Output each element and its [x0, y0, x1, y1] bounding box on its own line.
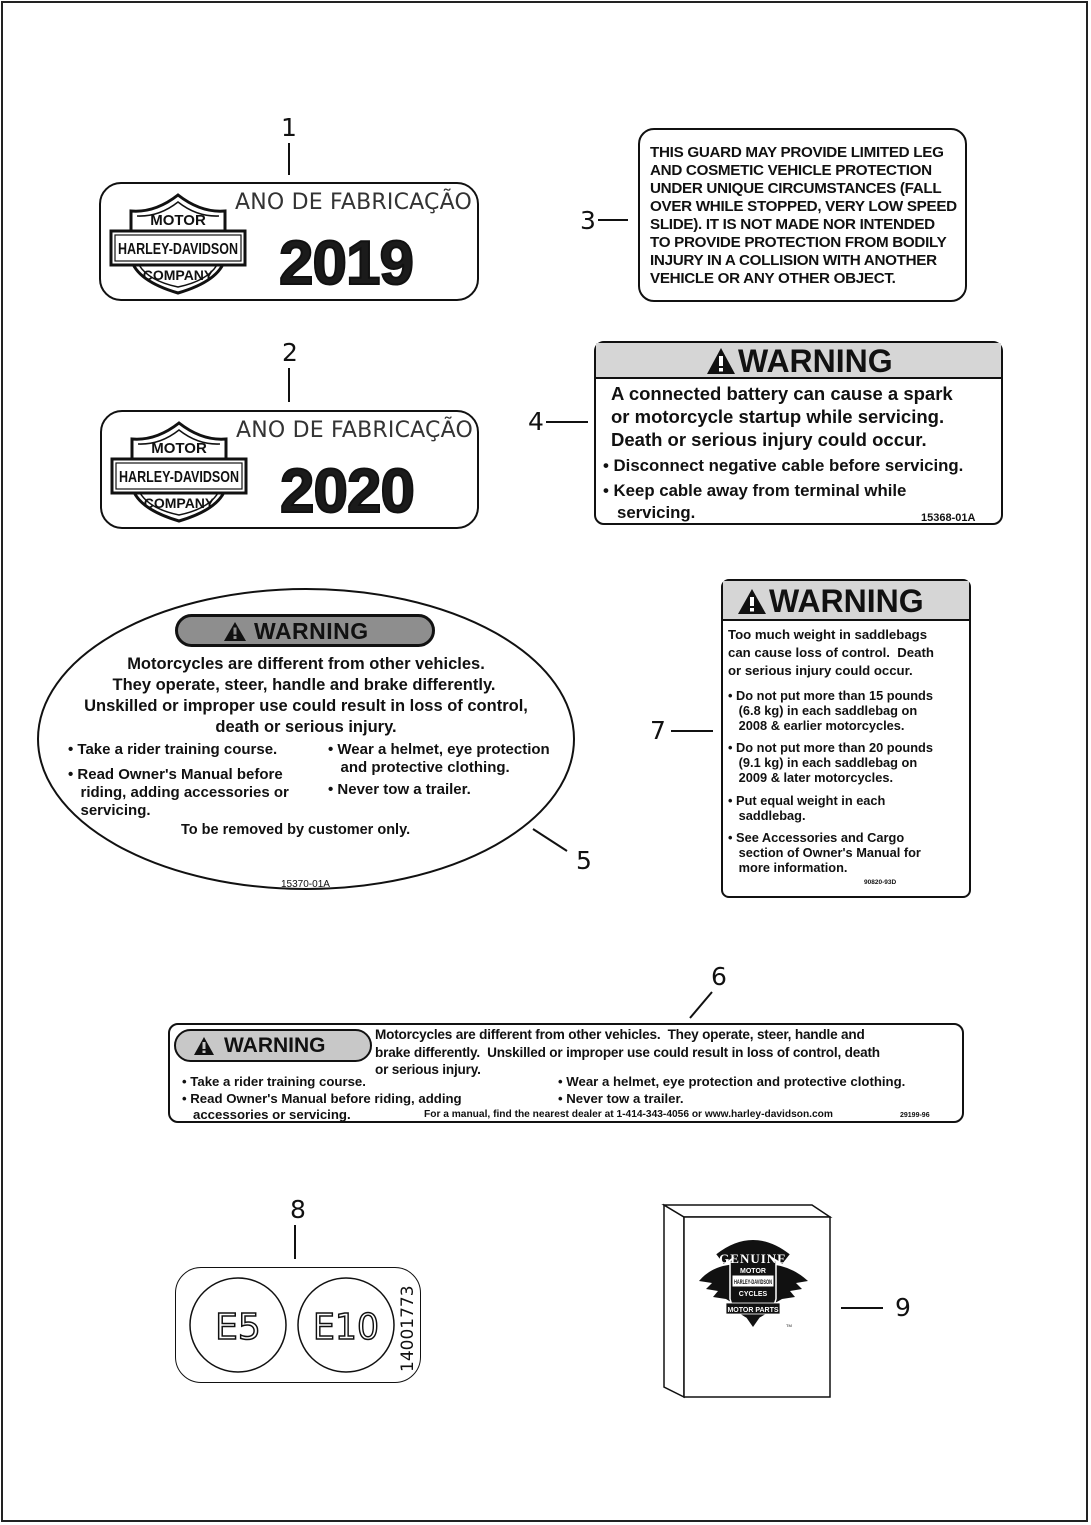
leader-line-4 [546, 421, 588, 423]
logo-company-text: COMPANY [142, 267, 214, 283]
callout-2: 2 [282, 338, 298, 367]
bar-and-shield-logo [107, 189, 249, 297]
warning-bullet: (9.1 kg) in each saddlebag on [728, 755, 918, 770]
warning-triangle-icon [193, 1036, 215, 1056]
warning-header [596, 343, 1001, 379]
year-label-2020 [100, 410, 479, 529]
logo-company-text: COMPANY [143, 495, 215, 511]
year-label-value: 2020 [280, 457, 414, 526]
callout-9: 9 [895, 1293, 911, 1322]
leader-line-1 [288, 143, 290, 175]
callout-4: 4 [528, 407, 544, 436]
warning-triangle-icon [223, 621, 247, 642]
part-number: 90820-93D [864, 879, 897, 886]
guard-text-line: SLIDE). IT IS NOT MADE NOR INTENDED [650, 216, 935, 233]
guard-warning-label [638, 128, 967, 302]
warning-heading: WARNING [224, 1034, 326, 1057]
logo-motor-text: MOTOR [150, 212, 206, 229]
callout-8: 8 [290, 1195, 306, 1224]
warning-header [723, 581, 969, 621]
year-label-heading: ANO DE FABRICAÇÃO [235, 190, 472, 215]
emblem-motor-text: MOTOR [740, 1268, 766, 1275]
part-number: 14001773 [398, 1285, 418, 1372]
callout-5: 5 [576, 846, 592, 875]
guard-text-line: UNDER UNIQUE CIRCUMSTANCES (FALL [650, 180, 942, 197]
oval-bullet-right: • Wear a helmet, eye protection [328, 741, 550, 758]
leader-line-3 [598, 219, 628, 221]
strip-bullet-left: accessories or servicing. [182, 1107, 351, 1122]
guard-text-line: INJURY IN A COLLISION WITH ANOTHER [650, 252, 937, 269]
fuel-label [175, 1267, 421, 1383]
genuine-banner-text: GENUINE [719, 1251, 787, 1266]
warning-text-line: A connected battery can cause a spark [611, 383, 953, 404]
oval-bullet-left: riding, adding accessories or [68, 784, 289, 801]
logo-brand-text: HARLEY-DAVIDSON [119, 469, 239, 486]
callout-6: 6 [711, 962, 727, 991]
warning-triangle-icon [737, 588, 767, 615]
fuel-e5-text: E5 [215, 1307, 261, 1348]
leader-line-8 [294, 1225, 296, 1259]
logo-brand-text: HARLEY-DAVIDSON [118, 241, 238, 258]
leader-line-7 [671, 730, 713, 732]
warning-bullet: section of Owner's Manual for [728, 845, 921, 860]
leader-line-2 [288, 368, 290, 402]
oval-bullet-right: and protective clothing. [328, 759, 510, 776]
guard-text-line: AND COSMETIC VEHICLE PROTECTION [650, 162, 932, 179]
part-number: 15368-01A [921, 512, 976, 524]
warning-bullet: more information. [728, 860, 848, 875]
emblem-brand-text: HARLEY-DAVIDSON [734, 1280, 772, 1286]
logo-motor-text: MOTOR [151, 440, 207, 457]
fuel-badge-e10 [296, 1276, 396, 1374]
warning-text-line: can cause loss of control. Death [728, 645, 934, 660]
strip-bullet-left: • Take a rider training course. [182, 1074, 366, 1089]
strip-footer: For a manual, find the nearest dealer at 1-414-343-4056 or www.harley-davidson.com [424, 1109, 833, 1120]
bar-and-shield-logo [108, 417, 250, 525]
warning-text-line: Death or serious injury could occur. [611, 429, 927, 450]
oval-text-line: They operate, steer, handle and brake differently. [112, 676, 496, 694]
trademark-text: TM [786, 1323, 792, 1328]
warning-bullet: 2008 & earlier motorcycles. [728, 718, 905, 733]
fuel-badge-e5 [188, 1276, 288, 1374]
strip-bullet-right: • Wear a helmet, eye protection and protective clothing. [558, 1074, 906, 1089]
battery-warning-label [594, 341, 1003, 525]
leader-line-5 [530, 826, 570, 854]
warning-triangle-icon [706, 347, 736, 375]
oval-bullet-right: • Never tow a trailer. [328, 781, 471, 798]
saddlebag-warning-label [721, 579, 971, 898]
part-number: 29199-96 [900, 1112, 930, 1119]
strip-text-line: or serious injury. [375, 1062, 481, 1077]
warning-bullet: • See Accessories and Cargo [728, 830, 905, 845]
oval-bullet-left: • Take a rider training course. [68, 741, 278, 758]
year-label-2019 [99, 182, 479, 301]
strip-bullet-right: • Never tow a trailer. [558, 1091, 684, 1106]
guard-text-line: THIS GUARD MAY PROVIDE LIMITED LEG [650, 144, 944, 161]
warning-text-line: or motorcycle startup while servicing. [611, 406, 945, 427]
warning-bullet: • Disconnect negative cable before servicing. [603, 456, 964, 475]
oval-text-line: death or serious injury. [215, 718, 397, 736]
warning-bullet: • Do not put more than 20 pounds [728, 740, 933, 755]
warning-bullet: saddlebag. [728, 808, 806, 823]
oval-bullet-left: servicing. [68, 802, 151, 819]
warning-bullet: • Put equal weight in each [728, 793, 886, 808]
part-number: 15370-01A [281, 879, 330, 890]
warning-heading: WARNING [254, 618, 369, 644]
strip-text-line: Motorcycles are different from other vehicles. They operate, steer, handle and [375, 1027, 865, 1042]
strip-warning-pill [174, 1029, 372, 1062]
oval-bullet-left: • Read Owner's Manual before [68, 766, 283, 783]
fuel-e10-text: E10 [313, 1307, 379, 1348]
strip-warning-label [168, 1023, 964, 1123]
genuine-parts-box [662, 1203, 834, 1399]
guard-text-line: VEHICLE OR ANY OTHER OBJECT. [650, 270, 896, 287]
year-label-value: 2019 [279, 229, 413, 298]
emblem-cycles-text: CYCLES [738, 1291, 768, 1298]
strip-text-line: brake differently. Unskilled or improper use could result in loss of control, death [375, 1045, 880, 1060]
callout-7: 7 [650, 716, 666, 745]
motor-parts-text: MOTOR PARTS [727, 1307, 779, 1314]
warning-heading: WARNING [769, 583, 924, 619]
warning-text-line: or serious injury could occur. [728, 663, 913, 678]
callout-1: 1 [281, 113, 297, 142]
warning-bullet: (6.8 kg) in each saddlebag on [728, 703, 918, 718]
strip-bullet-left: • Read Owner's Manual before riding, adding [182, 1091, 462, 1106]
year-label-heading: ANO DE FABRICAÇÃO [236, 418, 473, 443]
oval-text-line: Unskilled or improper use could result in loss of control, [84, 697, 528, 715]
oval-warning-pill [175, 614, 435, 647]
oval-text-line: Motorcycles are different from other vehicles. [127, 655, 485, 673]
oval-footer: To be removed by customer only. [181, 822, 411, 838]
warning-bullet: 2009 & later motorcycles. [728, 770, 894, 785]
callout-3: 3 [580, 206, 596, 235]
warning-bullet: • Do not put more than 15 pounds [728, 688, 933, 703]
leader-line-9 [841, 1307, 883, 1309]
warning-heading: WARNING [738, 343, 893, 379]
guard-text-line: OVER WHILE STOPPED, VERY LOW SPEED [650, 198, 957, 215]
leader-line-6 [686, 990, 716, 1020]
guard-text-line: TO PROVIDE PROTECTION FROM BODILY [650, 234, 947, 251]
warning-bullet: • Keep cable away from terminal while [603, 481, 907, 500]
warning-text-line: Too much weight in saddlebags [728, 627, 928, 642]
warning-bullet: servicing. [603, 503, 696, 522]
